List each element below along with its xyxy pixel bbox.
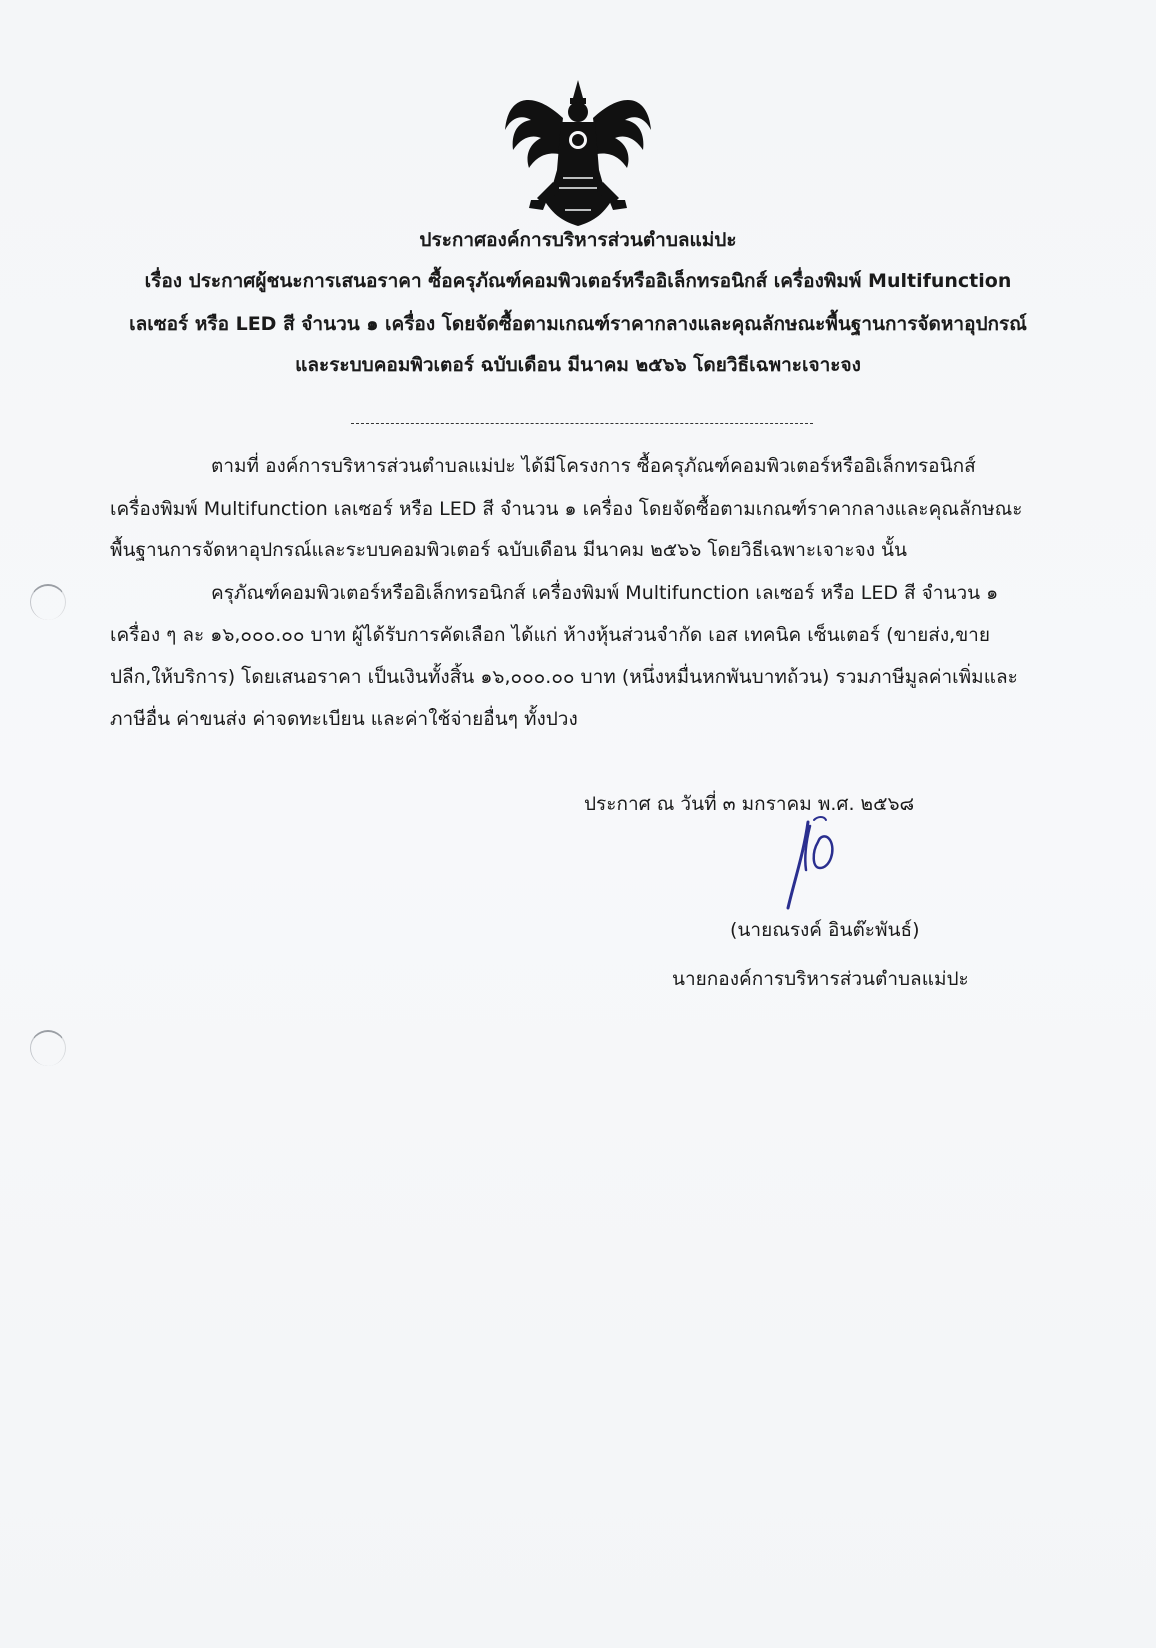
subject-line-2: เลเซอร์ หรือ LED สี จำนวน ๑ เครื่อง โดยจัดซื้อตามเกณฑ์ราคากลางและคุณลักษณะพื้นฐานการจัดหาอุปกรณ์: [129, 313, 1027, 335]
paragraph-2-line-1: ครุภัณฑ์คอมพิวเตอร์หรืออิเล็กทรอนิกส์ เครื่องพิมพ์ Multifunction เลเซอร์ หรือ LED สี จำนวน ๑: [211, 582, 999, 604]
document-title: ประกาศองค์การบริหารส่วนตำบลแม่ปะ: [419, 229, 737, 251]
signer-title: นายกองค์การบริหารส่วนตำบลแม่ปะ: [672, 968, 969, 990]
paragraph-1-line-3: พื้นฐานการจัดหาอุปกรณ์และระบบคอมพิวเตอร์ ฉบับเดือน มีนาคม ๒๕๖๖ โดยวิธีเฉพาะเจาะจง นั้น: [110, 539, 908, 561]
header-divider: [351, 423, 813, 424]
paragraph-1-line-2: เครื่องพิมพ์ Multifunction เลเซอร์ หรือ LED สี จำนวน ๑ เครื่อง โดยจัดซื้อตามเกณฑ์ราคากลางและคุณลักษณะ: [110, 498, 1023, 520]
paragraph-2-line-3: ปลีก,ให้บริการ) โดยเสนอราคา เป็นเงินทั้งสิ้น ๑๖,๐๐๐.๐๐ บาท (หนึ่งหมื่นหกพันบาทถ้วน) รวมภาษีมูลค่าเพิ่มและ: [110, 666, 1018, 688]
signer-name: (นายณรงค์ อินต๊ะพันธ์): [730, 919, 920, 941]
paragraph-2-line-4: ภาษีอื่น ค่าขนส่ง ค่าจดทะเบียน และค่าใช้จ่ายอื่นๆ ทั้งปวง: [110, 708, 578, 730]
signature-icon: [778, 812, 848, 912]
paragraph-2-line-2: เครื่อง ๆ ละ ๑๖,๐๐๐.๐๐ บาท ผู้ได้รับการคัดเลือก ได้แก่ ห้างหุ้นส่วนจำกัด เอส เทคนิค เซ็นเตอร์ (ขายส่ง,ขาย: [110, 624, 990, 646]
paragraph-1-line-1: ตามที่ องค์การบริหารส่วนตำบลแม่ปะ ได้มีโครงการ ซื้อครุภัณฑ์คอมพิวเตอร์หรืออิเล็กทรอนิกส์: [211, 455, 976, 477]
subject-line-1: เรื่อง ประกาศผู้ชนะการเสนอราคา ซื้อครุภัณฑ์คอมพิวเตอร์หรืออิเล็กทรอนิกส์ เครื่องพิมพ์ Multifunction: [144, 270, 1012, 292]
punch-hole: [30, 1030, 66, 1066]
subject-line-3: และระบบคอมพิวเตอร์ ฉบับเดือน มีนาคม ๒๕๖๖ โดยวิธีเฉพาะเจาะจง: [295, 354, 861, 376]
garuda-emblem-icon: [503, 70, 653, 230]
announcement-date: ประกาศ ณ วันที่ ๓ มกราคม พ.ศ. ๒๕๖๘: [584, 793, 915, 815]
punch-hole: [30, 584, 66, 620]
